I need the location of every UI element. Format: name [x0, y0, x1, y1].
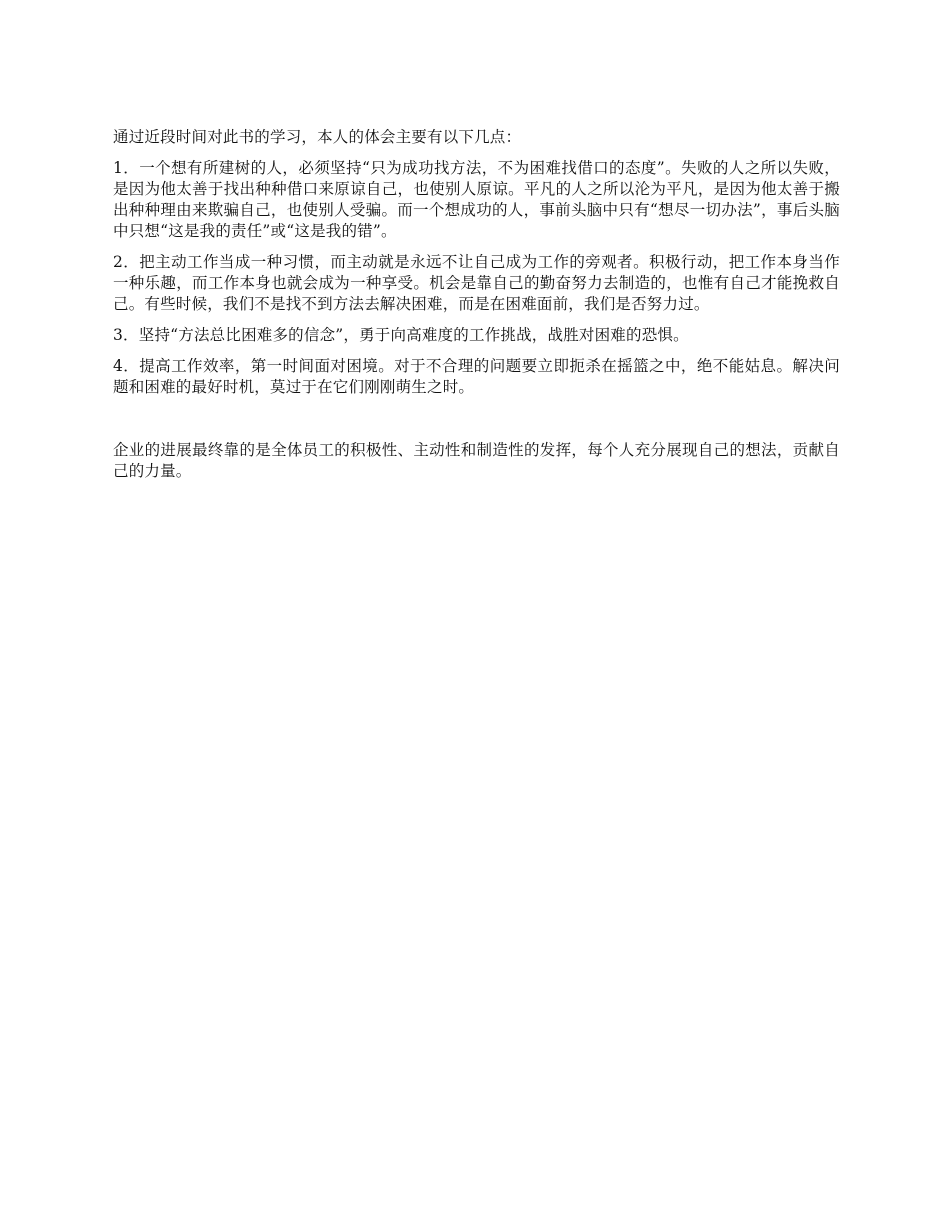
document-body: [113, 127, 840, 492]
paragraph-spacer: [113, 408, 840, 440]
point-2-paragraph: 2．把主动工作当成一种习惯，而主动就是永远不让自己成为工作的旁观者。积极行动，把工作本身当作一种乐趣，而工作本身也就会成为一种享受。机会是靠自己的勤奋努力去制造的，也惟有自己才能挽救自己。有些时候，我们不是找不到方法去解决困难，而是在困难面前，我们是否努力过。: [113, 253, 840, 313]
conclusion-paragraph: 企业的进展最终靠的是全体员工的积极性、主动性和制造性的发挥，每个人充分展现自己的想法，贡献自己的力量。: [113, 441, 840, 480]
point-4-paragraph: 4．提高工作效率，第一时间面对困境。对于不合理的问题要立即扼杀在摇篮之中，绝不能姑息。解决问题和困难的最好时机，莫过于在它们刚刚萌生之时。: [113, 357, 840, 396]
intro-paragraph: 通过近段时间对此书的学习，本人的体会主要有以下几点：: [113, 128, 522, 146]
point-3-paragraph: 3．坚持“方法总比困难多的信念”，勇于向高难度的工作挑战，战胜对困难的恐惧。: [113, 326, 689, 344]
point-1-paragraph: 1．一个想有所建树的人，必须坚持“只为成功找方法，不为困难找借口的态度”。失败的人之所以失败，是因为他太善于找出种种借口来原谅自己，也使别人原谅。平凡的人之所以沦为平凡，是因为他太善于搬出种种理由来欺骗自己，也使别人受骗。而一个想成功的人，事前头脑中只有“想尽一切办法”，事后头脑中只想“这是我的责任”或“这是我的错”。: [113, 159, 840, 240]
